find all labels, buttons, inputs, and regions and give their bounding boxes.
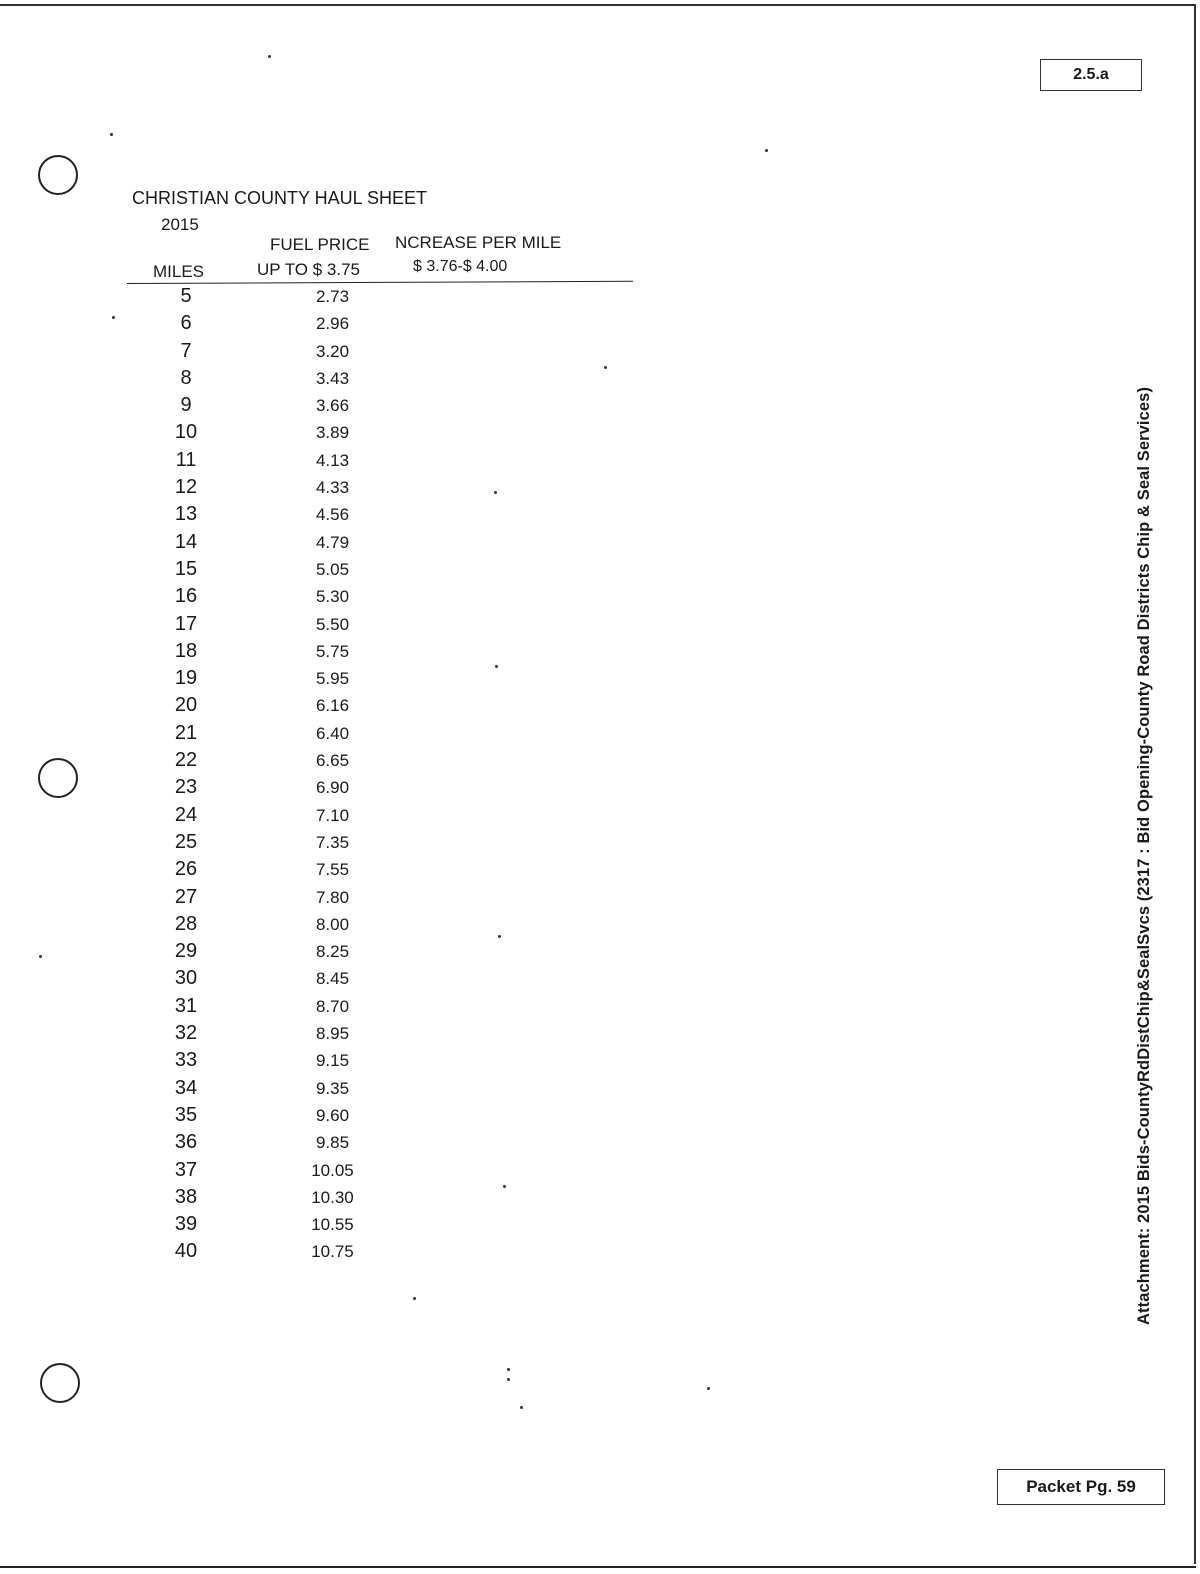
fuel-price-cell: 7.55 (315, 860, 350, 880)
fuel-price-cell: 6.65 (315, 751, 350, 771)
miles-cell: 36 (174, 1131, 198, 1154)
table-row (140, 804, 440, 831)
scan-speck (494, 491, 497, 494)
miles-cell: 17 (174, 612, 198, 635)
table-row (140, 1159, 440, 1186)
scan-speck (520, 1406, 523, 1409)
page-border-top (0, 4, 1196, 6)
page-border-bottom (0, 1566, 1196, 1568)
header-fuel-price: FUEL PRICE (270, 235, 370, 254)
scan-speck (268, 55, 271, 58)
scan-speck (503, 1185, 506, 1188)
header-increase-range: $ 3.76-$ 4.00 (413, 258, 508, 275)
fuel-price-cell: 9.15 (315, 1051, 350, 1071)
miles-cell: 23 (174, 776, 198, 799)
miles-cell: 22 (174, 749, 198, 772)
miles-cell: 24 (174, 803, 198, 826)
scan-speck (112, 316, 115, 319)
fuel-price-cell: 3.89 (315, 423, 350, 443)
fuel-price-cell: 3.66 (315, 396, 350, 416)
table-row (140, 558, 440, 585)
fuel-price-cell: 8.95 (315, 1024, 350, 1044)
table-row (140, 503, 440, 530)
table-row (140, 995, 440, 1022)
table-row (140, 913, 440, 940)
miles-cell: 30 (174, 967, 198, 990)
fuel-price-cell: 10.30 (311, 1187, 354, 1207)
binder-hole (38, 758, 78, 798)
table-row (140, 886, 440, 913)
table-row (140, 449, 440, 476)
miles-cell: 21 (174, 721, 198, 744)
fuel-price-cell: 2.73 (315, 287, 350, 306)
table-row (140, 1240, 440, 1267)
miles-cell: 8 (180, 366, 192, 389)
page-border-right (1194, 4, 1196, 1564)
scan-speck (604, 366, 607, 369)
fuel-price-cell: 6.16 (315, 696, 350, 716)
table-row (140, 1213, 440, 1240)
scan-speck (413, 1297, 416, 1300)
document-tag: 2.5.a (1040, 59, 1142, 91)
table-row (140, 1186, 440, 1213)
fuel-price-cell: 7.10 (315, 805, 350, 825)
table-row (140, 476, 440, 503)
fuel-price-cell: 10.75 (311, 1242, 354, 1262)
table-row (140, 312, 440, 339)
table-row (140, 940, 440, 967)
fuel-price-cell: 5.95 (315, 669, 350, 689)
table-row (140, 694, 440, 721)
scan-speck (498, 935, 501, 938)
fuel-price-cell: 3.43 (315, 368, 350, 388)
fuel-price-cell: 4.33 (315, 478, 350, 498)
header-increase: NCREASE PER MILE (395, 233, 562, 252)
scan-speck (707, 1387, 710, 1390)
miles-cell: 15 (174, 557, 198, 580)
fuel-price-cell: 3.20 (315, 341, 350, 361)
miles-cell: 26 (174, 858, 198, 881)
table-row (140, 722, 440, 749)
attachment-caption: Attachment: 2015 Bids-CountyRdDistChip&SealSvcs (2317 : Bid Opening-County Road Districts Chip & Seal Services) (1135, 386, 1153, 1325)
miles-cell: 14 (174, 530, 198, 553)
fuel-price-cell: 5.05 (315, 559, 350, 579)
scan-speck (110, 133, 113, 136)
table-row (140, 1049, 440, 1076)
scan-speck (39, 955, 42, 958)
miles-cell: 38 (174, 1185, 198, 1208)
table-row (140, 749, 440, 776)
fuel-price-cell: 4.13 (315, 450, 350, 470)
table-row (140, 421, 440, 448)
fuel-price-cell: 8.45 (315, 969, 350, 989)
sheet-year: 2015 (161, 215, 199, 234)
miles-cell: 39 (174, 1213, 198, 1236)
table-row (140, 858, 440, 885)
miles-cell: 10 (174, 421, 198, 444)
miles-cell: 28 (174, 912, 198, 935)
miles-cell: 31 (174, 994, 198, 1017)
binder-hole (40, 1363, 80, 1403)
miles-cell: 11 (175, 448, 197, 471)
miles-cell: 34 (174, 1076, 198, 1099)
fuel-price-cell: 9.35 (315, 1078, 350, 1098)
miles-cell: 5 (180, 285, 192, 307)
miles-cell: 19 (174, 667, 198, 690)
fuel-price-cell: 5.75 (315, 641, 350, 661)
miles-cell: 9 (180, 394, 192, 417)
table-row (140, 640, 440, 667)
miles-cell: 37 (174, 1158, 198, 1181)
table-row (140, 1022, 440, 1049)
table-row (140, 367, 440, 394)
miles-cell: 40 (174, 1240, 198, 1263)
table-row (140, 831, 440, 858)
table-row (140, 394, 440, 421)
table-row (140, 1131, 440, 1158)
miles-cell: 32 (174, 1022, 198, 1045)
table-row (140, 1104, 440, 1131)
miles-cell: 6 (180, 312, 192, 335)
fuel-price-cell: 4.56 (315, 505, 350, 525)
fuel-price-cell: 6.40 (315, 723, 350, 743)
header-miles: MILES (153, 262, 205, 281)
header-up-to: UP TO $ 3.75 (257, 260, 361, 279)
table-row (140, 340, 440, 367)
miles-cell: 29 (174, 940, 198, 963)
table-row (140, 1077, 440, 1104)
miles-cell: 7 (180, 339, 192, 362)
haul-table (140, 285, 440, 1268)
fuel-price-cell: 5.50 (315, 614, 350, 634)
miles-cell: 12 (174, 476, 198, 499)
table-row (140, 285, 440, 312)
table-row (140, 776, 440, 803)
table-row (140, 531, 440, 558)
miles-cell: 35 (174, 1103, 198, 1126)
fuel-price-cell: 10.05 (311, 1160, 354, 1180)
fuel-price-cell: 7.35 (315, 832, 350, 852)
fuel-price-cell: 7.80 (315, 887, 350, 907)
packet-page-tag: Packet Pg. 59 (997, 1469, 1165, 1505)
fuel-price-cell: 6.90 (315, 778, 350, 798)
scan-speck (507, 1378, 510, 1381)
fuel-price-cell: 4.79 (315, 532, 350, 552)
fuel-price-cell: 9.60 (315, 1105, 350, 1125)
table-row (140, 667, 440, 694)
fuel-price-cell: 9.85 (315, 1133, 350, 1153)
miles-cell: 13 (174, 503, 198, 526)
miles-cell: 33 (174, 1049, 198, 1072)
scan-speck (495, 665, 498, 668)
fuel-price-cell: 8.00 (315, 914, 350, 934)
fuel-price-cell: 8.70 (315, 996, 350, 1016)
miles-cell: 20 (174, 694, 198, 717)
fuel-price-cell: 2.96 (315, 314, 350, 334)
miles-cell: 18 (174, 639, 198, 662)
fuel-price-cell: 10.55 (311, 1215, 354, 1235)
miles-cell: 25 (174, 830, 198, 853)
fuel-price-cell: 8.25 (315, 942, 350, 962)
table-row (140, 585, 440, 612)
scan-speck (507, 1368, 510, 1371)
fuel-price-cell: 5.30 (315, 587, 350, 607)
table-row (140, 967, 440, 994)
miles-cell: 16 (174, 585, 198, 608)
sheet-title: CHRISTIAN COUNTY HAUL SHEET (132, 188, 428, 208)
table-row (140, 613, 440, 640)
binder-hole (38, 155, 78, 195)
scan-speck (765, 149, 768, 152)
miles-cell: 27 (174, 885, 198, 908)
